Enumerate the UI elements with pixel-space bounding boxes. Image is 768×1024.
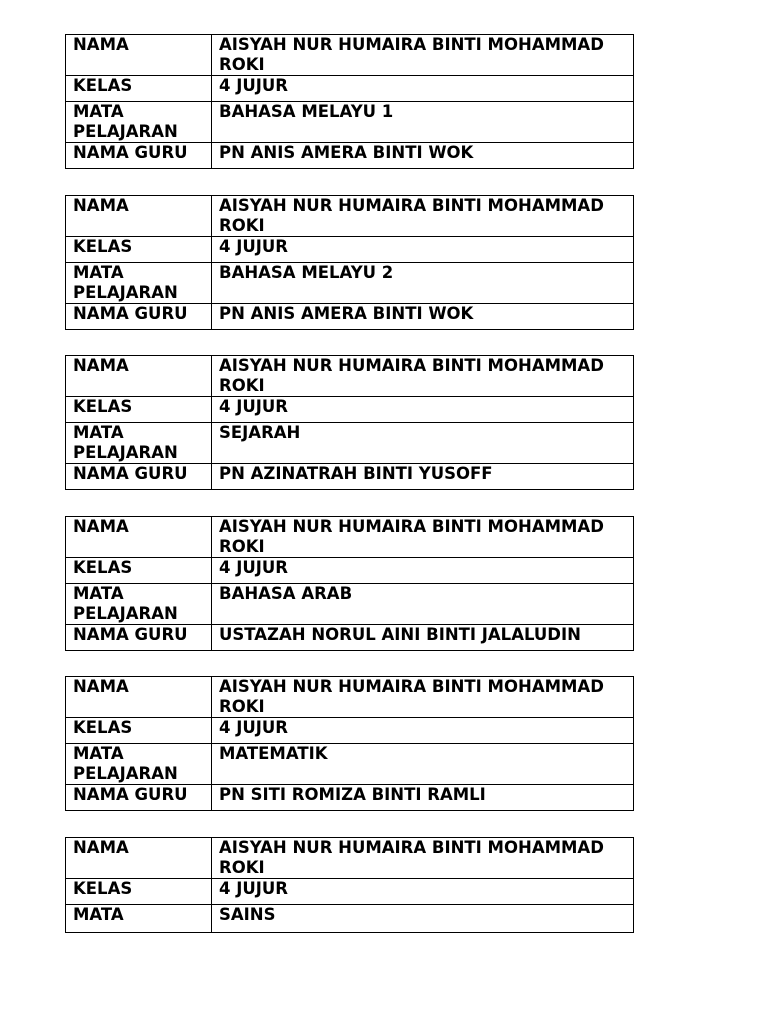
value-nama-guru: USTAZAH NORUL AINI BINTI JALALUDIN <box>212 625 634 651</box>
label-kelas: KELAS <box>66 397 212 423</box>
label-card <box>65 355 634 490</box>
label-nama: NAMA <box>66 838 212 879</box>
row-nama <box>66 677 634 718</box>
value-mata-pelajaran: BAHASA ARAB <box>212 584 634 625</box>
value-nama-guru: PN ANIS AMERA BINTI WOK <box>212 143 634 169</box>
label-nama-guru: NAMA GURU <box>66 304 212 330</box>
label-nama: NAMA <box>66 196 212 237</box>
label-mata-pelajaran: MATA PELAJARAN <box>66 584 212 625</box>
value-nama-guru: PN AZINATRAH BINTI YUSOFF <box>212 464 634 490</box>
value-kelas: 4 JUJUR <box>212 718 634 744</box>
row-nama <box>66 196 634 237</box>
label-card <box>65 516 634 651</box>
row-mata-pelajaran <box>66 263 634 304</box>
value-nama: AISYAH NUR HUMAIRA BINTI MOHAMMAD ROKI <box>212 196 634 237</box>
value-nama: AISYAH NUR HUMAIRA BINTI MOHAMMAD ROKI <box>212 677 634 718</box>
label-nama: NAMA <box>66 517 212 558</box>
label-nama-guru: NAMA GURU <box>66 625 212 651</box>
value-kelas: 4 JUJUR <box>212 237 634 263</box>
row-kelas <box>66 237 634 263</box>
label-nama-guru: NAMA GURU <box>66 143 212 169</box>
value-mata-pelajaran: MATEMATIK <box>212 744 634 785</box>
label-nama: NAMA <box>66 677 212 718</box>
row-kelas <box>66 879 634 905</box>
label-mata-pelajaran: MATA PELAJARAN <box>66 102 212 143</box>
row-kelas <box>66 76 634 102</box>
value-nama: AISYAH NUR HUMAIRA BINTI MOHAMMAD ROKI <box>212 517 634 558</box>
label-nama-guru: NAMA GURU <box>66 464 212 490</box>
label-card <box>65 837 634 933</box>
row-kelas <box>66 397 634 423</box>
label-mata-pelajaran: MATA PELAJARAN <box>66 744 212 785</box>
label-kelas: KELAS <box>66 879 212 905</box>
row-nama-guru <box>66 304 634 330</box>
label-kelas: KELAS <box>66 237 212 263</box>
label-kelas: KELAS <box>66 76 212 102</box>
row-mata-pelajaran <box>66 744 634 785</box>
row-nama-guru <box>66 464 634 490</box>
row-nama <box>66 356 634 397</box>
value-nama: AISYAH NUR HUMAIRA BINTI MOHAMMAD ROKI <box>212 356 634 397</box>
row-nama-guru <box>66 625 634 651</box>
row-mata-pelajaran <box>66 905 634 933</box>
value-nama: AISYAH NUR HUMAIRA BINTI MOHAMMAD ROKI <box>212 35 634 76</box>
row-mata-pelajaran <box>66 102 634 143</box>
row-nama <box>66 838 634 879</box>
value-kelas: 4 JUJUR <box>212 558 634 584</box>
value-nama-guru: PN SITI ROMIZA BINTI RAMLI <box>212 785 634 811</box>
label-nama: NAMA <box>66 356 212 397</box>
label-card <box>65 676 634 811</box>
label-card <box>65 34 634 169</box>
label-nama-guru: NAMA GURU <box>66 785 212 811</box>
value-kelas: 4 JUJUR <box>212 879 634 905</box>
label-mata-pelajaran: MATA PELAJARAN <box>66 263 212 304</box>
row-mata-pelajaran <box>66 423 634 464</box>
row-kelas <box>66 718 634 744</box>
label-kelas: KELAS <box>66 718 212 744</box>
row-nama <box>66 517 634 558</box>
row-nama-guru <box>66 143 634 169</box>
label-mata-pelajaran: MATA <box>66 905 212 933</box>
value-mata-pelajaran: SAINS <box>212 905 634 933</box>
value-mata-pelajaran: BAHASA MELAYU 2 <box>212 263 634 304</box>
value-mata-pelajaran: SEJARAH <box>212 423 634 464</box>
label-card <box>65 195 634 330</box>
value-kelas: 4 JUJUR <box>212 76 634 102</box>
value-mata-pelajaran: BAHASA MELAYU 1 <box>212 102 634 143</box>
value-nama-guru: PN ANIS AMERA BINTI WOK <box>212 304 634 330</box>
row-kelas <box>66 558 634 584</box>
label-kelas: KELAS <box>66 558 212 584</box>
row-nama-guru <box>66 785 634 811</box>
value-kelas: 4 JUJUR <box>212 397 634 423</box>
row-nama <box>66 35 634 76</box>
row-mata-pelajaran <box>66 584 634 625</box>
value-nama: AISYAH NUR HUMAIRA BINTI MOHAMMAD ROKI <box>212 838 634 879</box>
label-nama: NAMA <box>66 35 212 76</box>
label-mata-pelajaran: MATA PELAJARAN <box>66 423 212 464</box>
